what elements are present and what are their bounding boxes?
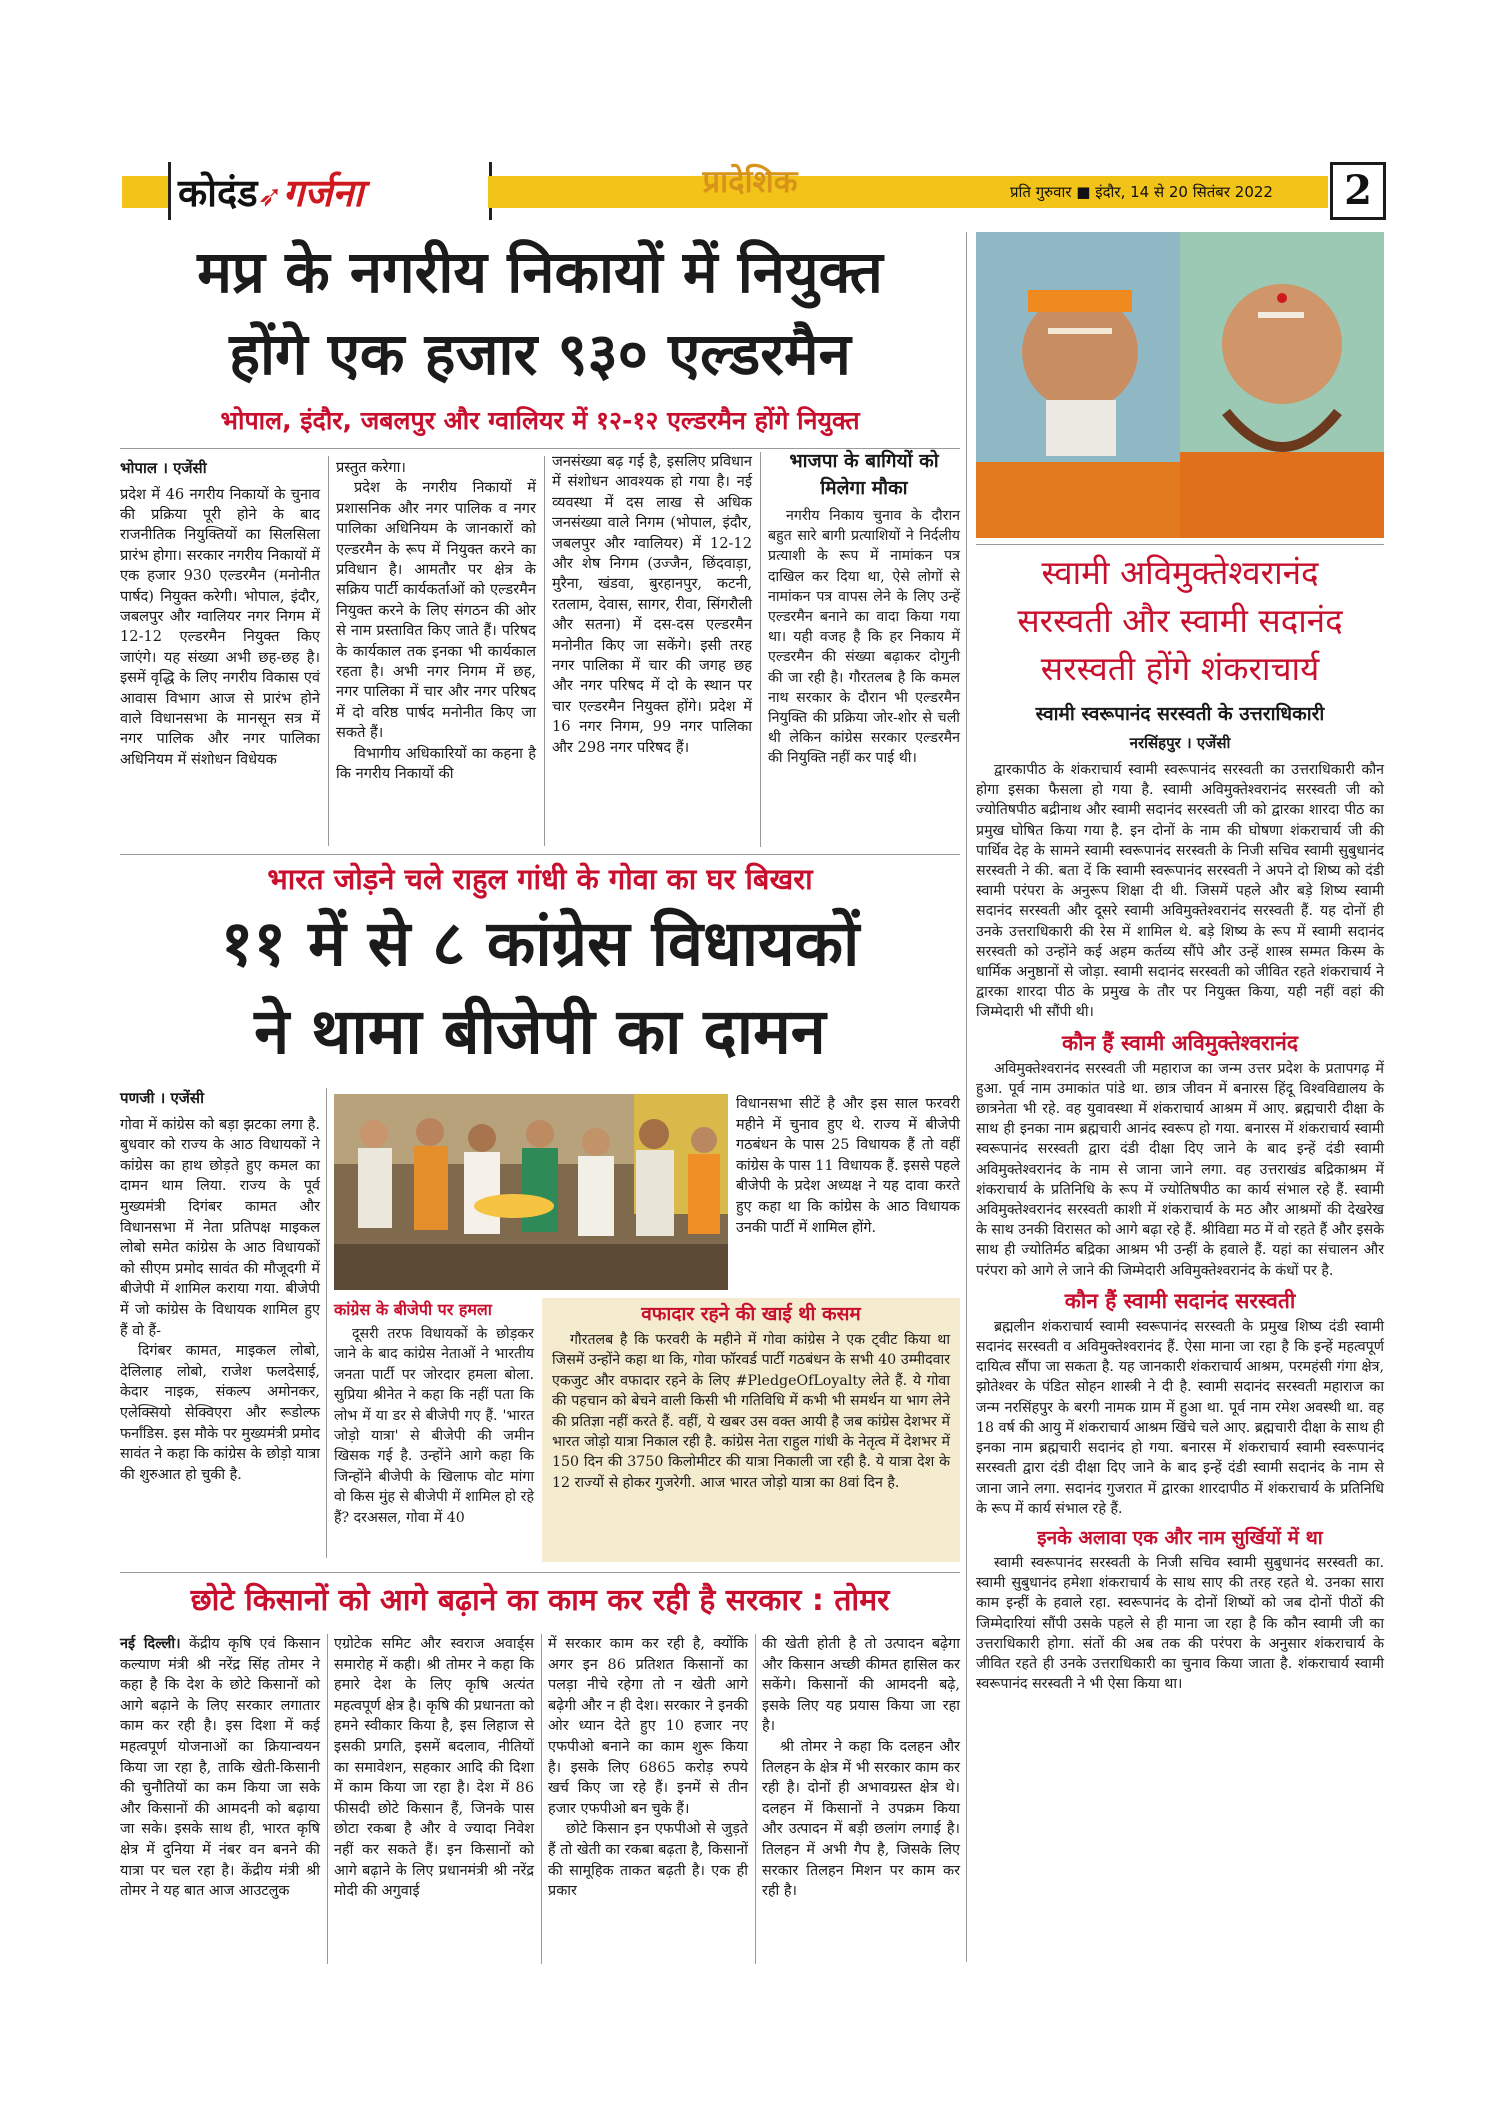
section-name: प्रादेशिक — [702, 164, 798, 200]
story4-dateline: नरसिंहपुर । एजेंसी — [1129, 734, 1231, 752]
story4-headline-line2: सरस्वती और स्वामी सदानंद — [1017, 601, 1343, 640]
logo-part2: गर्जना — [282, 171, 364, 215]
story3-col1 — [120, 1634, 320, 1964]
logo-arrow-icon: ➶ — [257, 179, 283, 214]
story2-photo-image — [334, 1094, 728, 1290]
story2-box-text: गौरतलब है कि फरवरी के महीने में गोवा कांग्रेस ने एक ट्वीट किया था जिसमें उन्होंने कहा था कि, गोवा फॉरवर्ड पार्टी गठबंधन के सभी 40 उम्मीदवार एकजुट और वफादार रहने के लिए #PledgeOfLoyalty लेते हैं. ये गोवा की पहचान को बेचने वाली किसी भी गतिविधि में कभी भी समर्थन या भाग लेने की प्रतिज्ञा नहीं करते हैं. वहीं, ये खबर उस वक्त आयी है जब कांग्रेस देशभर में भारत जोड़ो यात्रा निकाल रही है. कांग्रेस नेता राहुल गांधी के नेतृत्व में देशभर में 150 दिन की 3750 किलोमीटर की यात्रा निकाली जा रही है. ये यात्रा देश के 12 राज्यों से होकर गुजरेगी. आज भारत जोड़ो यात्रा का 8वां दिन है. — [552, 1332, 950, 1491]
story4-sub2: कौन हैं स्वामी सदानंद सरस्वती — [1064, 1288, 1296, 1313]
story4-headline-line3: सरस्वती होंगे शंकराचार्य — [1040, 649, 1320, 688]
story1-col2-p1: प्रस्तुत करेगा। — [336, 459, 406, 476]
story1-sidebar — [768, 448, 960, 848]
story3-col4-p1: की खेती होती है तो उत्पादन बढ़ेगा और किसान अच्छी कीमत हासिल कर सकेंगे। किसानों की आमदनी बढ़े, इसके लिए यह प्रयास किया जा रहा है। — [762, 1636, 960, 1735]
col-divider — [760, 452, 761, 847]
story1-headline-line1: मप्र के नगरीय निकायों में नियुक्त — [197, 238, 883, 306]
story1-side-text: नगरीय निकाय चुनाव के दौरान बहुत सारे बागी प्रत्याशियों ने निर्दलीय प्रत्याशी के रूप में नामांकन पत्र दाखिल कर दिया था, ऐसे लोगों से नामांकन पत्र वापस लेने के लिए उन्हें एल्डरमैन बनाने का वादा किया गया था। यही वजह है कि हर निकाय में एल्डरमैन की संख्या बढ़ाकर दोगुनी की जा रही है। गौरतलब है कि कमल नाथ सरकार के दौरान भी एल्डरमैन नियुक्ति की प्रक्रिया जोर-शोर से चली थी लेकिन कांग्रेस सरकार एल्डरमैन की नियुक्ति नहीं कर पाई थी। — [768, 508, 960, 767]
story1-col2-p2: प्रदेश के नगरीय निकायों में प्रशासनिक और नगर पालिक व नगर पालिका अधिनियम के जानकारों को एल्डरमैन के रूप में नियुक्त करने का प्रविधान है। आमतौर पर क्षेत्र के सक्रिय पार्टी कार्यकर्ताओं को एल्डरमैन नियुक्त करने के लिए संगठन की ओर से नाम प्रस्तावित किए जाते हैं। परिषद के कार्यकाल तक इनका भी कार्यकाल रहता है। अभी नगर निगम में छह, नगर पालिका में चार और नगर परिषद में दो वरिष्ठ पार्षद मनोनीत किए जा सकते हैं। — [336, 479, 536, 742]
story4-photo-image — [976, 232, 1384, 538]
story1-col1 — [120, 458, 320, 858]
story3-col3-p1: में सरकार काम कर रही है, क्योंकि अगर इन 86 प्रतिशत किसानों का पलड़ा नीचे रहेगा तो न खेती आगे बढ़ेगी और न ही देश। सरकार ने इनकी ओर ध्यान देते हुए 10 हजार नए एफपीओ बनाने का काम शुरू किया है। इसके लिए 6865 करोड़ रुपये खर्च किए जा रहे हैं। इनमें से तीन हजार एफपीओ बन चुके हैं। — [548, 1636, 748, 1817]
edition-line: प्रति गुरुवार ■ इंदौर, 14 से 20 सितंबर 2022 — [1010, 183, 1273, 201]
story4-sub1: कौन हैं स्वामी अविमुक्तेश्वरानंद — [1062, 1030, 1298, 1055]
story2-right-col — [736, 1094, 960, 1294]
story2-right-col-text: विधानसभा सीटें है और इस साल फरवरी महीने में चुनाव हुए थे. राज्य में बीजेपी गठबंधन के पास 25 विधायक हैं तो वहीं कांग्रेस के पास 11 विधायक हैं. इससे पहले बीजेपी के प्रदेश अध्यक्ष ने यह दावा करते हुए कहा था कि कांग्रेस के आठ विधायक उनकी पार्टी में शामिल होंगे. — [736, 1096, 960, 1236]
col-divider — [326, 1088, 327, 1558]
story2-top-rule — [120, 854, 960, 855]
story1-dateline: भोपाल । एजेंसी — [120, 459, 207, 477]
col-divider — [328, 456, 329, 846]
story4-p4: स्वामी स्वरूपानंद सरस्वती के निजी सचिव स्वामी सुबुधानंद सरस्वती का. स्वामी सुबुधानंद हमेशा शंकराचार्य के साथ साए की तरह रहते थे. उनका सारा काम इन्हीं के हवाले रहा. स्वरूपानंद के दोनों शिष्यों को जब दोनों पीठों की जिम्मेदारियां सौंपी उसके पहले से ही माना जा रहा है कि कौन स्वामी जी का उत्तराधिकारी होगा. संतों की अब तक की परंपरा के अनुसार शंकराचार्य के जीवित रहते ही उनके उत्तराधिकारी का चुनाव किया जाता है. शंकराचार्य स्वामी स्वरूपानंद सरस्वती ने भी ऐसा किया था। — [976, 1554, 1384, 1693]
story1-col3 — [552, 452, 752, 852]
story3-headline: छोटे किसानों को आगे बढ़ाने का काम कर रही है सरकार : तोमर — [190, 1583, 890, 1618]
story4-body — [976, 760, 1384, 1960]
story2-headline-line2: ने थामा बीजेपी का दामन — [254, 995, 826, 1068]
story3-top-rule — [120, 1572, 960, 1573]
story4-p3: ब्रह्मलीन शंकराचार्य स्वामी स्वरूपानंद सरस्वती के प्रमुख शिष्य दंडी स्वामी सदानंद सरस्वती व अविमुक्तेश्वरानंद हैं. ऐसा माना जा रहा है कि इन्हें महत्वपूर्ण दायित्व सौंपा जा सकता है. यह जानकारी शंकराचार्य आश्रम, परमहंसी गंगा क्षेत्र, झोतेश्वर के पंडित सोहन शास्त्री ने दी है. स्वामी सदानंद सरस्वती महाराज का जन्म नरसिंहपुर के बरगी नामक ग्राम में हुआ था. पूर्व नाम रमेश अवस्थी था. वह 18 वर्ष की आयु में शंकराचार्य आश्रम खिंचे चले आए. ब्रह्मचारी दीक्षा के साथ ही इनका नाम ब्रह्मचारी सदानंद हो गया. बनारस में शंकराचार्य स्वामी स्वरूपानंद सरस्वती द्वारा दंडी दीक्षा दिए जाने के बाद इन्हें दंडी स्वामी सदानंद के नाम से जाना जाने लगा. सदानंद गुजरात में द्वारका शारदापीठ में शंकराचार्य के प्रतिनिधि के रूप में कार्य संभाल रहे हैं. — [976, 1318, 1384, 1517]
story1-subhead: भोपाल, इंदौर, जबलपुर और ग्वालियर में १२-१२ एल्डरमैन होंगे नियुक्त — [220, 406, 860, 435]
story1-side-head: भाजपा के बागियों को मिलेगा मौका — [789, 450, 939, 499]
story2-attack-head: कांग्रेस के बीजेपी पर हमला — [334, 1300, 492, 1319]
masthead — [0, 0, 1500, 240]
masthead-yellow-band-left — [122, 176, 170, 208]
story3-col4-p2: श्री तोमर ने कहा कि दलहन और तिलहन के क्षेत्र में भी सरकार काम कर रही है। दोनों ही अभावग्रस्त क्षेत्र थे। दलहन में किसानों ने उपक्रम किया और उत्पादन में बड़ी छलांग लगाई है। तिलहन में अभी गैप है, जिसके लिए सरकार तिलहन मिशन पर काम कर रही है। — [762, 1738, 960, 1900]
story1-col1-text: प्रदेश में 46 नगरीय निकायों के चुनाव की प्रक्रिया पूरी होने के बाद राजनीतिक नियुक्तियों का सिलसिला प्रारंभ होगा। सरकार नगरीय निकायों में एक हजार 930 एल्डरमैन (मनोनीत पार्षद) नियुक्त करेगी। भोपाल, इंदौर, जबलपुर और ग्वालियर नगर निगम में 12-12 एल्डरमैन नियुक्त किए जाएंगे। यह संख्या अभी छह-छह है। इसमें वृद्धि के लिए नगरीय विकास एवं आवास विभाग आज से प्रारंभ होने वाले विधानसभा के मानसून सत्र में नगर पालिक और नगर पालिका अधिनियम में संशोधन विधेयक — [120, 485, 320, 768]
col-divider — [755, 1634, 756, 1964]
page-column-divider — [966, 232, 967, 1962]
story2-attack — [334, 1298, 534, 1558]
story2-loyalty-box — [542, 1298, 960, 1562]
story3-col3-p2: छोटे किसान इन एफपीओ से जुड़ते हैं तो खेती का रकबा बढ़ता है, किसानों की सामूहिक ताकत बढ़ती है। एक ही प्रकार — [548, 1821, 748, 1900]
story4-p1: द्वारकापीठ के शंकराचार्य स्वामी स्वरूपानंद सरस्वती का उत्तराधिकारी कौन होगा इसका फैसला हो गया है. स्वामी अविमुक्तेश्वरानंद सरस्वती जी को ज्योतिषपीठ बद्रीनाथ और स्वामी सदानंद सरस्वती जी को द्वारका शारदा पीठ का प्रमुख घोषित किया गया है. इन दोनों के नाम की घोषणा शंकराचार्य जी की पार्थिव देह के सामने स्वामी स्वरूपानंद सरस्वती के निजी सचिव स्वामी सुबुधानंद सरस्वती ने की. बता दें कि स्वामी स्वरूपानंद सरस्वती ने अपने दो शिष्य को दंडी स्वामी परंपरा के अनुरूप शिक्षा दी थी. जिसमें पहले और बड़े शिष्य स्वामी सदानंद सरस्वती और दूसरे स्वामी अविमुक्तेश्वरानंद सरस्वती हैं. यह दोनों ही उनके उत्तराधिकारी की रेस में शामिल थे. बड़े शिष्य के रूप में स्वामी सदानंद सरस्वती को उन्होंने कई अहम कर्तव्य सौंपे और उन्हें शास्त्र सम्मत किस्म के धार्मिक अनुष्ठानों से जोड़ा. स्वामी सदानंद सरस्वती को जीवित रहते शंकराचार्य ने द्वारका शारदा पीठ के प्रमुख के तौर पर नियुक्त किया, यही नहीं वहां की जिम्मेदारी भी सौंपी थी। — [976, 762, 1384, 1021]
story4-sub3: इनके अलावा एक और नाम सुर्खियों में था — [1037, 1526, 1323, 1549]
story3-dateline: नई दिल्ली। — [120, 1636, 181, 1652]
story1-col3-text: जनसंख्या बढ़ गई है, इसलिए प्रविधान में संशोधन आवश्यक हो गया है। नई व्यवस्था में दस लाख से अधिक जनसंख्या वाले निगम (भोपाल, इंदौर, जबलपुर और ग्वालियर) में 12-12 और शेष निगम (उज्जैन, छिंदवाड़ा, मुरैना, खंडवा, बुरहानपुर, कटनी, रतलाम, देवास, सागर, रीवा, सिंगरौली और सतना) में दस-दस एल्डरमैन मनोनीत किए जा सकेंगे। इसी तरह नगर पालिका में चार की जगह छह और नगर परिषद में दो के स्थान पर चार एल्डरमैन नियुक्त होंगे। प्रदेश में 16 नगर निगम, 99 नगर पालिका और 298 नगर परिषद हैं। — [552, 453, 752, 756]
story2-box-head: वफादार रहने की खाई थी कसम — [641, 1303, 861, 1325]
story1-col2-p3: विभागीय अधिकारियों का कहना है कि नगरीय निकायों की — [336, 744, 536, 783]
story2-col1 — [120, 1088, 320, 1563]
story3-col2 — [334, 1634, 534, 1964]
story4-photo — [976, 232, 1384, 538]
story4-p2: अविमुक्तेश्वरानंद सरस्वती जी महाराज का जन्म उत्तर प्रदेश के प्रतापगढ़ में हुआ. पूर्व नाम उमाकांत पांडे था. छात्र जीवन में बनारस हिंदू विश्वविद्यालय के छात्रनेता भी रहे. वह युवावस्था में शंकराचार्य आश्रम में आए. ब्रह्मचारी दीक्षा के साथ ही इनका नाम ब्रह्मचारी आनंद स्वरूप हो गया. बनारस में शंकराचार्य स्वामी स्वरूपानंद सरस्वती द्वारा दंडी दीक्षा दिए जाने के बाद इन्हें दंडी स्वामी अविमुक्तेश्वरानंद के नाम से जाना जाने लगा. वह उत्तराखंड बद्रिकाश्रम में शंकराचार्य के प्रतिनिधि के रूप में ज्योतिषपीठ का कार्य संभाल रहे हैं. स्वामी अविमुक्तेश्वरानंद सरस्वती काशी में शंकराचार्य के मठ और आश्रमों की देखरेख के साथ उनकी विरासत को आगे बढ़ा रहे हैं. श्रीविद्या मठ में वो रहते हैं और इसके साथ ही ज्योतिर्मठ बद्रिका आश्रम भी उन्हीं के हवाले हैं. यहां का संचालन और परंपरा को आगे ले जाने की जिम्मेदारी अविमुक्तेश्वरानंद के कंधों पर है. — [976, 1060, 1384, 1279]
story4-photo-rule — [976, 544, 1384, 545]
col-divider — [541, 1634, 542, 1964]
story2-col1-p2: दिगंबर कामत, माइकल लोबो, देलिलाह लोबो, राजेश फलदेसाई, केदार नाइक, संकल्प अमोनकर, एलेक्सियो सेक्विएरा और रूडोल्फ फर्नांडिस. इस मौके पर मुख्यमंत्री प्रमोद सावंत ने कहा कि कांग्रेस के छोड़ो यात्रा की शुरुआत हो चुकी है. — [120, 1343, 320, 1483]
story1-col2 — [336, 458, 536, 858]
story3-col1-para — [120, 1634, 320, 1902]
page-number: 2 — [1330, 162, 1386, 220]
story3-col4 — [762, 1634, 960, 1964]
logo — [178, 166, 478, 216]
story3-col3 — [548, 1634, 748, 1964]
story3-col2-text: एग्रोटेक समिट और स्वराज अवार्ड्स समारोह में कही। श्री तोमर ने कहा कि हमारे देश के लिए कृषि अत्यंत महत्वपूर्ण क्षेत्र है। कृषि की प्रधानता को हमने स्वीकार किया है, इस लिहाज से इसकी प्रगति, इसमें बदलाव, नीतियों का समावेशन, सहकार आदि की दिशा में काम किया जा रहा है। देश में 86 फीसदी छोटे किसान हैं, जिनके पास छोटा रकबा है और वे ज्यादा निवेश नहीं कर सकते हैं। इन किसानों को आगे बढ़ाने के लिए प्रधानमंत्री श्री नरेंद्र मोदी की अगुवाई — [334, 1636, 534, 1900]
story1-headline-line2: होंगे एक हजार ९३० एल्डरमैन — [229, 320, 851, 388]
story2-photo — [334, 1094, 728, 1290]
story4-headline-line1: स्वामी अविमुक्तेश्वरानंद — [1041, 553, 1319, 592]
story4-subhead: स्वामी स्वरूपानंद सरस्वती के उत्तराधिकारी — [1035, 703, 1325, 725]
story2-headline-line1: ११ में से ८ कांग्रेस विधायकों — [220, 907, 860, 980]
story3-col1-text: केंद्रीय कृषि एवं किसान कल्याण मंत्री श्री नरेंद्र सिंह तोमर ने कहा है कि देश के छोटे किसानों को आगे बढ़ाने के लिए सरकार लगातार काम कर रही है। इस दिशा में कई महत्वपूर्ण योजनाओं का क्रियान्वयन किया जा रहा है, ताकि खेती-किसानी की चुनौतियों का कम किया जा सके और किसानों की आमदनी को बढ़ाया जा सके। इसके साथ ही, भारत कृषि क्षेत्र में दुनिया में नंबर वन बनने की यात्रा पर चल रहा है। केंद्रीय मंत्री श्री तोमर ने यह बात आज आउटलुक — [120, 1636, 321, 1900]
col-divider — [327, 1634, 328, 1964]
logo-part1: कोदंड — [178, 171, 258, 215]
story2-col1-p1: गोवा में कांग्रेस को बड़ा झटका लगा है. बुधवार को राज्य के आठ विधायकों ने कांग्रेस का हाथ छोड़ते हुए कमल का दामन थाम लिया. राज्य के पूर्व मुख्यमंत्री दिगंबर कामत और विधानसभा में नेता प्रतिपक्ष माइकल लोबो समेत कांग्रेस के आठ विधायकों को सीएम प्रमोद सावंत की मौजूदगी में बीजेपी में शामिल कराया गया. बीजेपी में जो कांग्रेस के विधायक शामिल हुए हैं वो हैं- — [120, 1116, 320, 1339]
story2-kicker: भारत जोड़ने चले राहुल गांधी के गोवा का घर बिखरा — [267, 862, 813, 896]
story2-dateline: पणजी । एजेंसी — [120, 1089, 204, 1107]
col-divider — [544, 456, 545, 846]
story2-attack-text: दूसरी तरफ विधायकों के छोड़कर जाने के बाद कांग्रेस नेताओं ने भारतीय जनता पार्टी पर जोरदार हमला बोला. सुप्रिया श्रीनेत ने कहा कि नहीं पता कि लोभ में या डर से बीजेपी गए हैं. 'भारत जोड़ो यात्रा' से बीजेपी की जमीन खिसक गई है. उन्होंने आगे कहा कि जिन्होंने बीजेपी के खिलाफ वोट मांगा वो किस मुंह से बीजेपी में शामिल हो रहे हैं? दरअसल, गोवा में 40 — [334, 1326, 534, 1526]
